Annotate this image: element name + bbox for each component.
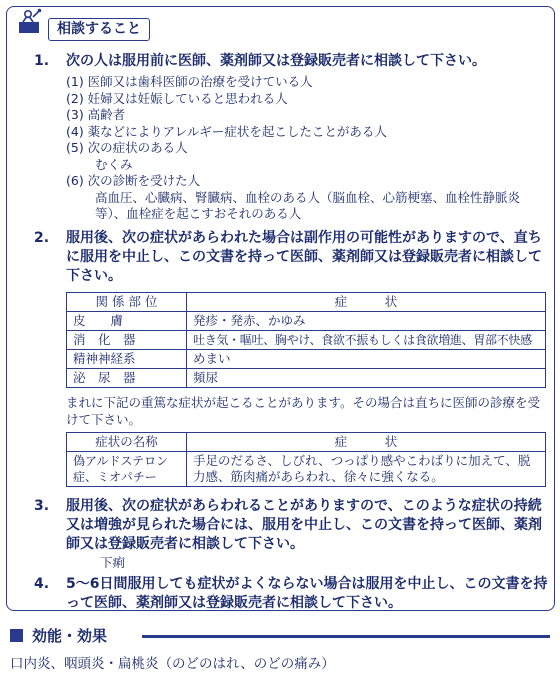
section-heading: 相談すること <box>48 18 150 41</box>
table-header: 関 係 部 位 <box>67 292 187 311</box>
item-1-sublist <box>66 74 550 223</box>
table-header-row <box>67 432 546 451</box>
item-3-text: 服用後、次の症状があらわれることがありますので、このような症状の持続又は増強が見られた場合には、服用を中止し、この文書を持って医師、薬剤師又は登録販売者に相談して下さい。 <box>66 497 542 552</box>
item-2: 2. 服用後、次の症状があらわれた場合は副作用の可能性がありますので、直ちに服用を中止し、この文書を持って医師、薬剤師又は登録販売者に相談して下さい。 <box>34 229 542 284</box>
sub-item: (5) 次の症状のある人 <box>66 140 188 155</box>
serious-note: まれに下記の重篤な症状が起こることがあります。その場合は直ちに医師の診療を受けて下さい。 <box>66 394 541 427</box>
sub-item: (4) 薬などによりアレルギー症状を起こしたことがある人 <box>66 123 387 139</box>
efficacy-heading-bar <box>10 625 550 647</box>
table-cell-symptom: 手足のだるさ、しびれ、つっぱり感やこわばりに加えて、脱力感、筋肉痛があらわれ、徐々に強くなる。 <box>187 451 546 486</box>
table-cell-site: 泌 尿 器 <box>67 368 187 387</box>
item-4: 4. 5〜6日間服用しても症状がよくならない場合は服用を中止し、この文書を持って医師、薬剤師又は登録販売者に相談して下さい。 <box>34 575 548 611</box>
table-row <box>67 330 546 349</box>
sub-item: (2) 妊婦又は妊娠していると思われる人 <box>66 90 288 106</box>
item-1: 1. 次の人は服用前に医師、薬剤師又は登録販売者に相談して下さい。 <box>34 53 486 69</box>
table-header-row <box>67 292 546 311</box>
table-header: 症 状 <box>187 432 546 451</box>
item-3: 3. 服用後、次の症状があらわれることがありますので、このような症状の持続又は増強が見られた場合には、服用を中止し、この文書を持って医師、薬剤師又は登録販売者に相談して下さい。 <box>34 497 542 552</box>
table-cell-symptom: 吐き気・嘔吐、胸やけ、食欲不振もしくは食欲増進、胃部不快感 <box>187 330 546 349</box>
table-row <box>67 451 546 486</box>
table-cell-symptom: 発疹・発赤、かゆみ <box>187 311 546 330</box>
efficacy-text: 口内炎、咽頭炎・扁桃炎（のどのはれ、のどの痛み） <box>10 656 335 672</box>
pharmacist-icon <box>18 8 42 34</box>
table-row <box>67 311 546 330</box>
table-cell-symptom: めまい <box>187 349 546 368</box>
table-cell-name: 偽アルドステロン症、ミオパチー <box>67 451 187 486</box>
sub-item-detail: むくみ <box>95 156 133 172</box>
table-cell-site: 消 化 器 <box>67 330 187 349</box>
item-3-detail: 下痢 <box>100 554 126 570</box>
serious-symptom-table <box>66 432 546 487</box>
table-row <box>67 368 546 387</box>
efficacy-title: 効能・効果 <box>32 627 108 645</box>
consultation-items <box>34 52 550 613</box>
item-2-text: 服用後、次の症状があらわれた場合は副作用の可能性がありますので、直ちに服用を中止し、この文書を持って医師、薬剤師又は登録販売者に相談して下さい。 <box>66 229 542 284</box>
table-row <box>67 349 546 368</box>
table-cell-site: 皮 膚 <box>67 311 187 330</box>
sub-item: (6) 次の診断を受けた人 <box>66 173 201 188</box>
sub-item: (1) 医師又は歯科医師の治療を受けている人 <box>66 74 313 89</box>
table-cell-symptom: 頻尿 <box>187 368 546 387</box>
item-1-text: 次の人は服用前に医師、薬剤師又は登録販売者に相談して下さい。 <box>66 53 486 69</box>
sub-item: (3) 高齢者 <box>66 107 126 122</box>
square-bullet-icon <box>10 629 23 642</box>
table-cell-site: 精神神経系 <box>67 349 187 368</box>
sub-item-detail: 高血圧、心臓病、腎臓病、血栓のある人（脳血栓、心筋梗塞、血栓性静脈炎等）、血栓症を起こすおそれのある人 <box>95 189 521 221</box>
divider <box>142 635 550 638</box>
item-4-text: 5〜6日間服用しても症状がよくならない場合は服用を中止し、この文書を持って医師、薬剤師又は登録販売者に相談して下さい。 <box>66 575 548 611</box>
table-header: 症 状 <box>187 292 546 311</box>
table-header: 症状の名称 <box>67 432 187 451</box>
side-effect-table <box>66 292 546 388</box>
